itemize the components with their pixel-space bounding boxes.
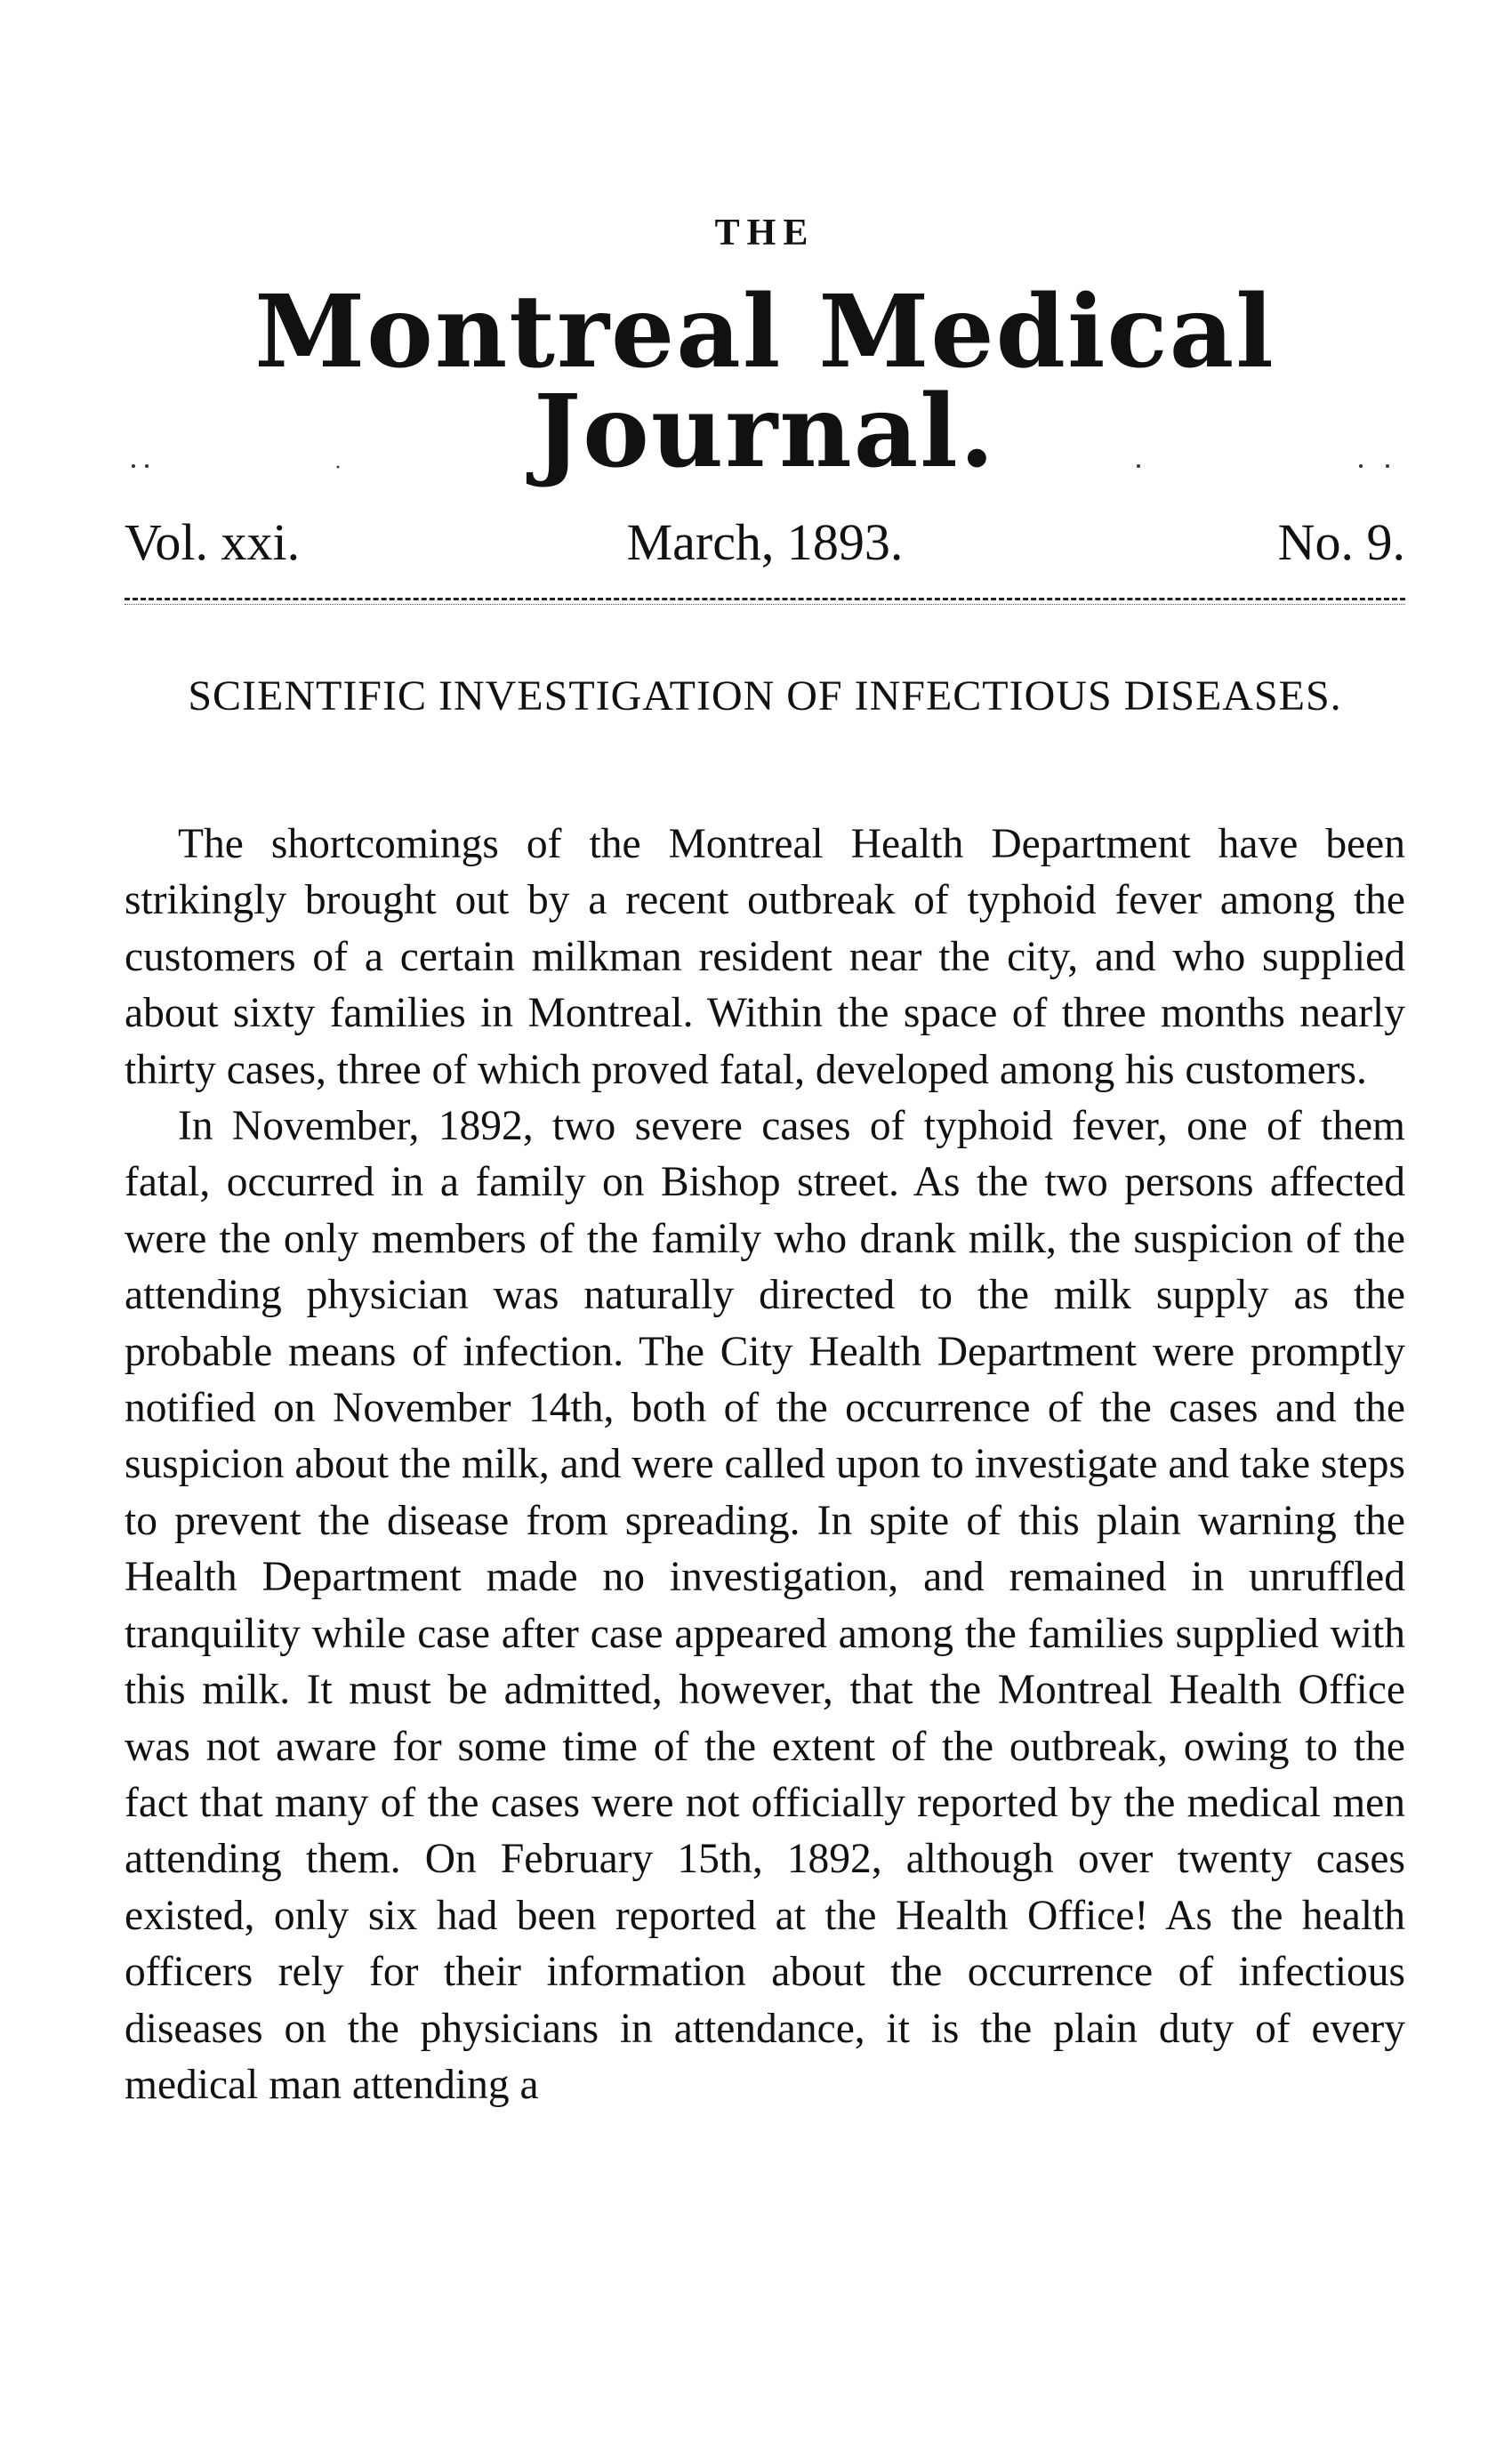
divider-rule [125, 598, 1405, 605]
masthead [125, 511, 1405, 574]
article-body [125, 817, 1405, 2113]
the-heading: THE [714, 213, 816, 253]
journal-page [125, 0, 1405, 2446]
printing-specks [125, 463, 1405, 470]
volume-number: Vol. xxi. [125, 513, 301, 571]
issue-date: March, 1893. [626, 513, 904, 571]
article-title: SCIENTIFIC INVESTIGATION OF INFECTIOUS DISEASES. [188, 672, 1342, 720]
journal-title: Montreal Medical Journal. [254, 274, 1275, 490]
paragraph: The shortcomings of the Montreal Health Department have been strikingly brought out by a recent outbreak of typhoid fever among the customers of a certain milkman resident near the city, and who supplied about sixty families in Montreal. Within the space of three months nearly thirty cases, three of which proved fatal, developed among his customers. [125, 821, 1405, 1093]
issue-number: No. 9. [1277, 513, 1405, 571]
paragraph: In November, 1892, two severe cases of typhoid fever, one of them fatal, occurred in a family on Bishop street. As the two persons affected were the only members of the family who drank milk, the suspicion of the attending physician was naturally directed to the milk supply as the probable means of infection. The City Health Department were promptly notified on November 14th, both of the occurrence of the cases and the suspicion about the milk, and were called upon to investigate and take steps to prevent the disease from spreading. In spite of this plain warning the Health Department made no investigation, and remained in unruffled tranquility while case after case appeared among the families supplied with this milk. It must be admitted, however, that the Montreal Health Office was not aware for some time of the extent of the outbreak, owing to the fact that many of the cases were not officially reported by the medical men attending them. On February 15th, 1892, although over twenty cases existed, only six had been reported at the Health Office! As the health officers rely for their information about the occurrence of infectious diseases on the physicians in attendance, it is the plain duty of every medical man attending a [125, 1103, 1405, 2108]
